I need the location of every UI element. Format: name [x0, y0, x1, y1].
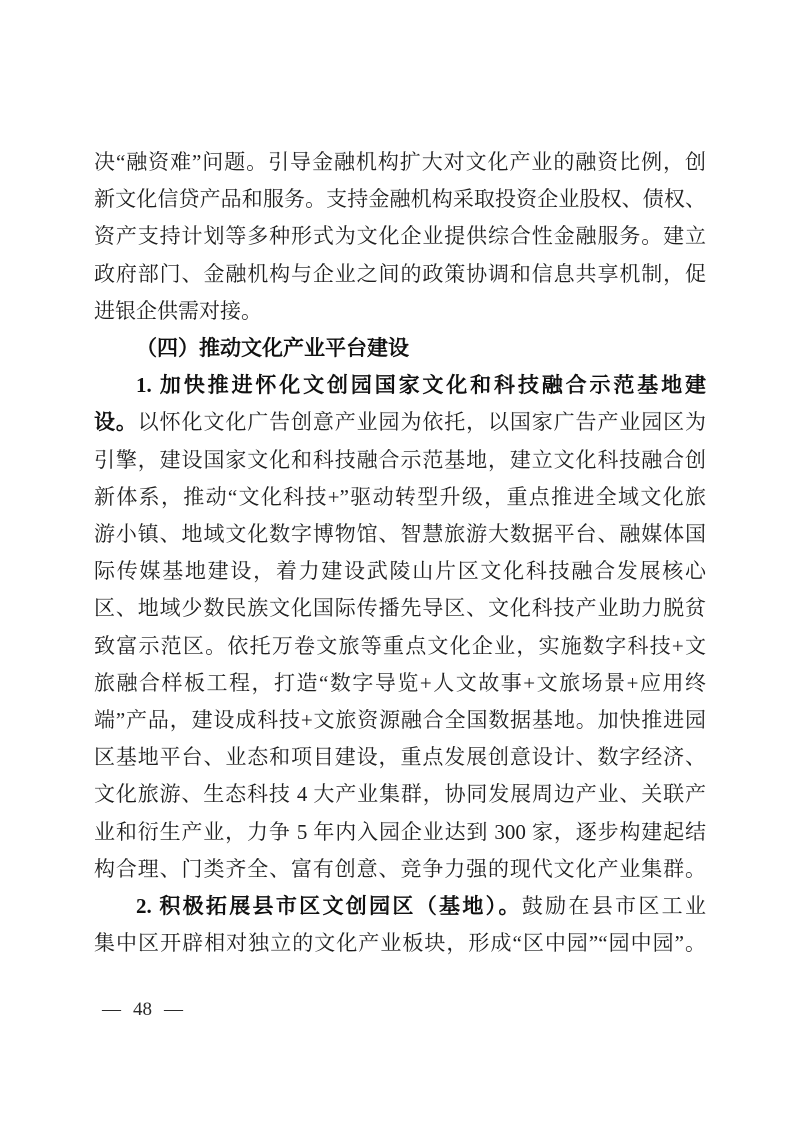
text-segment: 进银企供需对接。: [94, 298, 262, 323]
page-number: 48: [133, 999, 152, 1020]
text-segment: 业和衍生产业，力争 5 年内入园企业达到 300 家，逐步构建起结: [94, 819, 706, 844]
text-line: [94, 442, 706, 479]
text-segment: 端”产品，建设成科技+文旅资源融合全国数据基地。加快推进园: [94, 708, 706, 733]
text-segment: 致富示范区。依托万卷文旅等重点文化企业，实施数字科技+文: [94, 633, 706, 658]
text-line: [94, 628, 706, 665]
text-line: [94, 851, 706, 888]
text-segment: 区、地域少数民族文化国际传播先导区、文化科技产业助力脱贫: [94, 596, 706, 621]
footer-dash-left: —: [102, 999, 121, 1020]
text-line: [94, 404, 706, 441]
bold-text-segment: 设。: [94, 410, 138, 435]
bold-text-segment: 2. 积极拓展县市区文创园区（基地）。: [136, 894, 522, 919]
text-segment: 集中区开辟相对独立的文化产业板块，形成“区中园”“园中园”。: [94, 931, 706, 956]
text-segment: 政府部门、金融机构与企业之间的政策协调和信息共享机制，促: [94, 261, 706, 286]
text-segment: 引擎，建设国家文化和科技融合示范基地，建立文化科技融合创: [94, 447, 706, 472]
bold-text-segment: （四）推动文化产业平台建设: [136, 336, 409, 361]
text-segment: 新体系，推动“文化科技+”驱动转型升级，重点推进全域文化旅: [94, 484, 706, 509]
text-line: [94, 739, 706, 776]
text-segment: 旅融合样板工程，打造“数字导览+人文故事+文旅场景+应用终: [94, 670, 706, 695]
text-segment: 构合理、门类齐全、富有创意、竞争力强的现代文化产业集群。: [94, 856, 706, 881]
text-line: [94, 925, 706, 962]
text-line: [94, 479, 706, 516]
text-line: [94, 814, 706, 851]
text-segment: 区基地平台、业态和项目建设，重点发展创意设计、数字经济、: [94, 745, 706, 770]
text-segment: 文化旅游、生态科技 4 大产业集群，协同发展周边产业、关联产: [94, 782, 706, 807]
text-line: [94, 293, 706, 330]
footer-dash-right: —: [164, 999, 183, 1020]
text-line: [94, 367, 706, 404]
text-line: [94, 218, 706, 255]
text-segment: 以怀化文化广告创意产业园为依托，以国家广告产业园区为: [137, 410, 707, 435]
document-body: [94, 144, 706, 962]
text-line: [94, 553, 706, 590]
text-line: [94, 330, 706, 367]
text-line: [94, 665, 706, 702]
text-line: [94, 181, 706, 218]
text-line: [94, 590, 706, 627]
text-segment: 游小镇、地域文化数字博物馆、智慧旅游大数据平台、融媒体国: [94, 522, 706, 547]
text-line: [94, 702, 706, 739]
text-segment: 新文化信贷产品和服务。支持金融机构采取投资企业股权、债权、: [94, 187, 706, 212]
text-line: [94, 516, 706, 553]
text-segment: 资产支持计划等多种形式为文化企业提供综合性金融服务。建立: [94, 224, 706, 249]
text-line: [94, 888, 706, 925]
text-segment: 鼓励在县市区工业: [521, 894, 706, 919]
text-segment: 际传媒基地建设，着力建设武陵山片区文化科技融合发展核心: [94, 559, 706, 584]
page-footer: [102, 999, 183, 1021]
text-segment: 决“融资难”问题。引导金融机构扩大对文化产业的融资比例，创: [94, 150, 706, 174]
text-line: [94, 776, 706, 813]
text-line: [94, 256, 706, 293]
bold-text-segment: 1. 加快推进怀化文创园国家文化和科技融合示范基地建: [136, 373, 706, 398]
text-line: [94, 144, 706, 181]
